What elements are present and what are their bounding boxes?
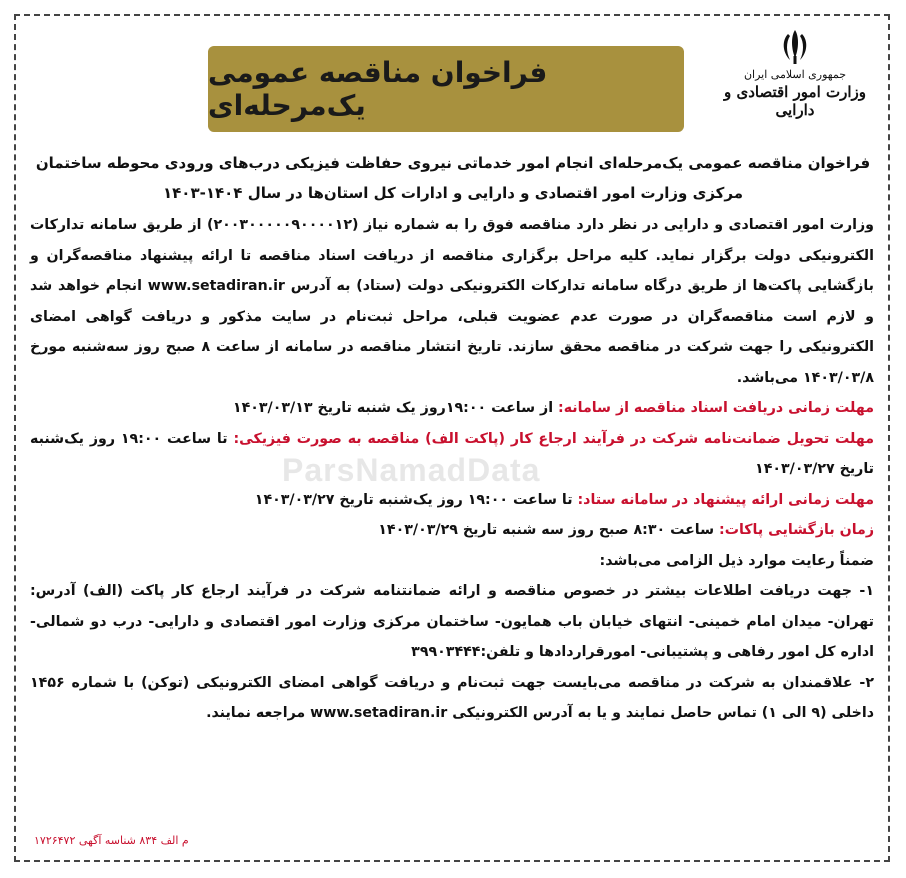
- deadline-opening-label: زمان بازگشایی پاکات:: [719, 522, 874, 538]
- deadline-docs: [30, 393, 874, 424]
- deadline-opening-value: ساعت ۸:۳۰ صبح روز سه شنبه تاریخ ۱۴۰۳/۰۳/۲۹: [378, 522, 715, 538]
- notes-title: ضمناً رعایت موارد ذیل الزامی می‌باشد:: [599, 552, 874, 569]
- banner-title: فراخوان مناقصه عمومی یک‌مرحله‌ای: [208, 56, 548, 122]
- title-banner: [208, 46, 684, 132]
- deadline-guarantee: [30, 424, 874, 485]
- note-item-1: ۱- جهت دریافت اطلاعات بیشتر در خصوص مناقصه و ارائه ضمانتنامه شرکت در فرآیند ارجاع کار پاکت (الف) آدرس: تهران- میدان امام خمینی- انتهای خیابان باب همایون- ساختمان مرکزی وزارت امور اقتصادی و دارایی- درب دو شمالی- اداره کل امور رفاهی و پشتیبانی- امورقراردادها و تلفن:۳۹۹۰۳۴۴۴: [30, 583, 874, 660]
- iran-emblem-icon: [778, 26, 812, 66]
- deadline-proposal: [30, 485, 874, 516]
- deadline-docs-label: مهلت زمانی دریافت اسناد مناقصه از سامانه:: [558, 400, 874, 416]
- ad-code: م الف ۸۳۴ شناسه آگهی ۱۷۲۶۴۷۲: [34, 834, 189, 847]
- deadline-guarantee-label: مهلت تحویل ضمانت‌نامه شرکت در فرآیند ارجاع کار (پاکت الف) مناقصه به صورت فیزیکی:: [233, 430, 874, 447]
- deadline-proposal-label: مهلت زمانی ارائه پیشنهاد در سامانه ستاد:: [577, 491, 874, 508]
- republic-label: جمهوری اسلامی ایران: [743, 68, 847, 81]
- ministry-name: وزارت امور اقتصادی و دارایی: [724, 83, 866, 119]
- watermark-text: ParsNamadData: [282, 452, 541, 488]
- notice-heading: فراخوان مناقصه عمومی یک‌مرحله‌ای انجام امور خدماتی نیروی حفاظت فیزیکی درب‌های ورودی محوطه ساختمان مرکزی وزارت امور اقتصادی و دارایی و ادارات کل استان‌ها در سال ۱۴۰۴-۱۴۰۳: [35, 154, 871, 202]
- deadline-guarantee-value: تا ساعت ۱۹:۰۰ روز یک‌شنبه تاریخ ۱۴۰۳/۰۳/۲۷: [30, 430, 874, 477]
- ministry-header: [710, 26, 880, 119]
- deadline-proposal-value: تا ساعت ۱۹:۰۰ روز یک‌شنبه تاریخ ۱۴۰۳/۰۳/۲۷: [254, 491, 573, 508]
- intro-paragraph: وزارت امور اقتصادی و دارایی در نظر دارد مناقصه فوق را به شماره نیاز (۲۰۰۳۰۰۰۰۰۹۰۰۰۰۱۲) از طریق سامانه تدارکات الکترونیکی دولت برگزار نماید. کلیه مراحل برگزاری مناقصه از دریافت اسناد مناقصه تا ارائه پیشنهاد مناقصه‌گران و بازگشایی پاکت‌ها از طریق درگاه سامانه تدارکات الکترونیکی دولت (ستاد) به آدرس www.setadiran.ir انجام خواهد شد و لازم است مناقصه‌گران در صورت عدم عضویت قبلی، مراحل ثبت‌نام در سایت مذکور و دریافت گواهی امضای الکترونیکی را جهت شرکت در مناقصه محقق سازند. تاریخ انتشار مناقصه در سامانه از ساعت ۸ صبح روز سه‌شنبه مورخ ۱۴۰۳/۰۳/۸ می‌باشد.: [30, 217, 875, 386]
- deadline-opening: [30, 515, 874, 546]
- deadline-docs-value: از ساعت ۱۹:۰۰روز یک شنبه تاریخ ۱۴۰۳/۰۳/۱۳: [232, 400, 554, 416]
- note-item-2: ۲- علاقمندان به شرکت در مناقصه می‌بایست جهت ثبت‌نام و دریافت گواهی امضای الکترونیکی (توکن) با شماره ۱۴۵۶ داخلی (۹ الی ۱) تماس حاصل نمایند و یا به آدرس الکترونیکی www.setadiran.ir مراجعه نمایند.: [30, 674, 874, 721]
- notice-body: [30, 210, 874, 729]
